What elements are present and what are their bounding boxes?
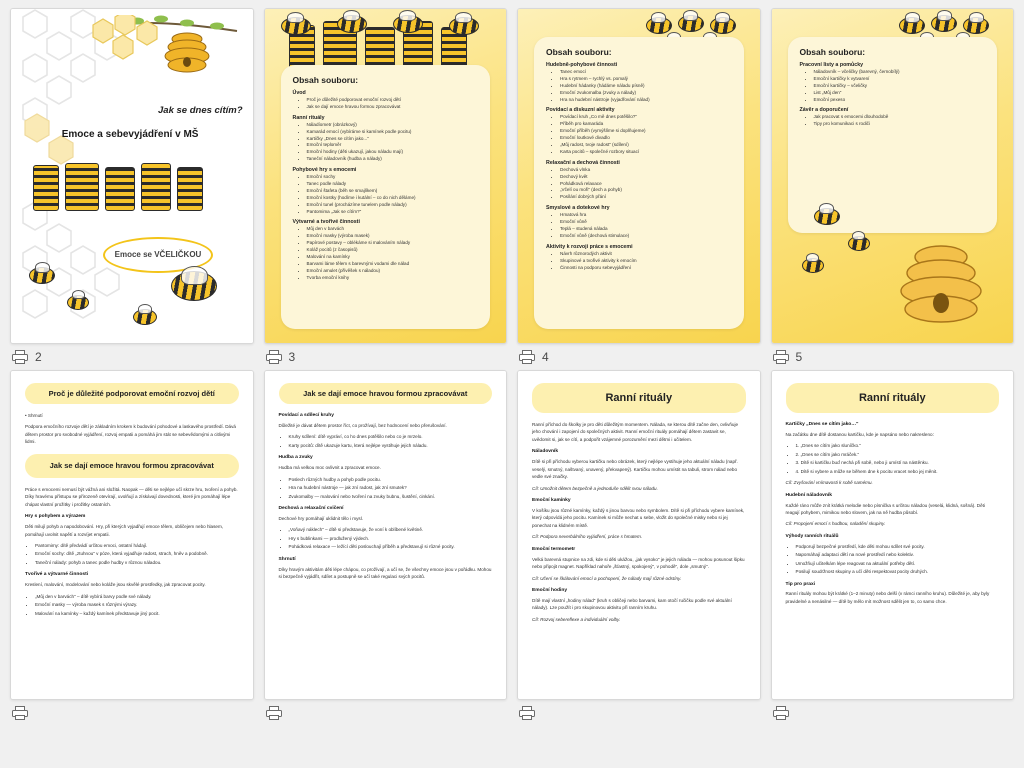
page-cell-9 <box>771 370 1015 722</box>
block-heading: Náladovník <box>532 449 559 455</box>
slide4-heading: Obsah souboru: <box>546 47 612 57</box>
list-item: • Barvami láme tělem s barevnými vodami dle nálad <box>307 261 479 268</box>
page7-blocks <box>279 412 493 580</box>
page8-text <box>532 421 746 623</box>
section-list <box>808 114 986 128</box>
list-item: • „Voňavý náklech" – dítě si představuje, že voní k oblíbené květině. <box>289 526 493 533</box>
list-item: • Emoční kostky (hodíme i kutální – co do nich děláme) <box>307 195 479 202</box>
page6-para: Práce s emocemi nemusí být vážná ani složitá. Naopak — děti se nejlépe učí skrze hru, tvoření a pohyb. Díky hravému přístupu se přirozeně otevírají, uvolňují a získávají dovednosti, které jim pomáhají lépe chápat vlastní prožitky i prožitky ostatních. <box>25 486 238 507</box>
bee-icon <box>281 17 311 35</box>
page7-title: Jak se dají emoce hravou formou zpracovávat <box>279 383 493 404</box>
page-number: 3 <box>288 350 296 364</box>
page6-intro: Podpora emočního rozvoje dětí je základním krokem k budování pohodové a laskavého prostředí. Dává dětem prostor pro svobodné vyjádření, rozvoj empatii a pomáhá jim stát se sebevědomými a citlivými lidmi. <box>25 424 236 445</box>
section-heading: Výtvarné a tvořivé činnosti <box>292 219 360 226</box>
section-list <box>554 114 732 155</box>
page-label-4 <box>517 344 761 366</box>
page-thumbnail-6[interactable] <box>10 370 254 700</box>
list-item: • Malování na kamínky <box>307 254 479 261</box>
list-item: • Hry s bublinkami — prodlužený výdech. <box>289 535 493 542</box>
cover-title: Emoce a sebevyjádření v MŠ <box>61 129 199 140</box>
list-item: • Hra na hudební nástroje — jak zní radost, jak zní smutek? <box>289 484 493 491</box>
section-heading: Ranní rituály <box>292 114 325 121</box>
page-thumbnail-9[interactable] <box>771 370 1015 700</box>
page8-body <box>518 371 760 699</box>
cover-emoce-word <box>29 159 229 219</box>
slide5-heading: Obsah souboru: <box>799 47 866 57</box>
bee-icon <box>67 295 89 310</box>
list-item: • Umožňují učitelkám lépe reagovat na aktuální potřeby dětí. <box>796 560 1000 567</box>
list-item: • Hmatová hra <box>560 212 732 219</box>
list-item: • Emoční štafeta (běh se smajlíkem) <box>307 188 479 195</box>
page6-body <box>11 371 253 699</box>
list-item: • Návrh různorodých aktivit <box>560 251 732 258</box>
list-item: • List „Můj den" <box>814 90 986 97</box>
section-heading: Úvod <box>292 90 306 96</box>
block-paragraph: Na začátku dne dítě dostanou kartičku, kde je napsáno nebo nakresleno: <box>785 431 934 437</box>
list-item: • Emoční zvukomalba (zvuky a nálady) <box>560 90 732 97</box>
slide3-heading: Obsah souboru: <box>292 75 359 85</box>
slide4-background <box>518 9 760 343</box>
slide5-sections <box>800 62 986 128</box>
block-paragraph: Důležité je dávat dětem prostor říct, co prožívají, bez hodnocení nebo přerušování. <box>278 422 447 428</box>
list-item: • Napomáhají adaptaci dětí na nové prostředí nebo kolektiv. <box>796 551 1000 558</box>
page-label-5 <box>771 344 1015 366</box>
slide3-content-card <box>281 65 491 329</box>
list-item: • Příběh pro kamaráda <box>560 121 732 128</box>
block-heading: Tvořivé a výtvarné činnosti <box>25 572 89 578</box>
list-item: • Emoční sochy <box>307 174 479 181</box>
bee-icon <box>848 236 870 251</box>
list-item: • Posilují soudržnost skupiny a učí děti respektovat pocity druhých. <box>796 568 1000 575</box>
list-item: • Emoční teploměr <box>307 142 479 149</box>
list-item: • Pantomimy: dítě předvádí určitou emoci, ostatní hádají. <box>35 542 239 549</box>
page-cell-4 <box>517 8 761 366</box>
list-item: • Pohádková relaxace — ležící děti poslouchají příběh a představují si různé pocity. <box>289 543 493 550</box>
bee-icon <box>802 258 824 273</box>
list-item: • Tipy pro komunikaci s rodiči <box>814 121 986 128</box>
printer-icon[interactable] <box>773 706 789 720</box>
section-list <box>301 97 479 111</box>
block-paragraph: Dechové hry pomáhají uklidnit tělo i mysl. <box>278 515 364 521</box>
printer-icon[interactable] <box>773 350 789 364</box>
page7-body <box>265 371 507 699</box>
list-item: • Emoční loutkové divadlo <box>560 135 732 142</box>
block-heading: Emoční hodiny <box>532 587 568 593</box>
bee-icon <box>29 267 55 284</box>
page-cell-2 <box>10 8 254 366</box>
block-paragraph: Kreslení, malování, modelování nebo koláže jsou skvělé prostředky, jak zpracovat pocity. <box>25 582 206 588</box>
block-heading: Hudební náladovník <box>785 492 832 498</box>
list-item: • Kamarád emocí (vybíráme si kamínek podle pocitu) <box>307 129 479 136</box>
page-thumbnail-8[interactable] <box>517 370 761 700</box>
block-paragraph: Dítě si při příchodu vyberou kartičku nebo obrázek, který nejlépe vystihuje jeho aktuální náladu (např. veselý, smutný, naštvaný, unavený, překvapený). Kartičku mohou umístit na tabuli, strom nálad nebo vedle své značky. <box>532 459 738 480</box>
printer-icon[interactable] <box>266 706 282 720</box>
block-heading: Emoční termometr <box>532 546 576 552</box>
list-item: • Karta pocitů – společné rozbory situací <box>560 149 732 156</box>
printer-icon[interactable] <box>12 350 28 364</box>
list-item: • Povídací kruh „Co mě dnes potěšilo?" <box>560 114 732 121</box>
printer-icon[interactable] <box>266 350 282 364</box>
cover-slide <box>11 9 253 343</box>
section-heading: Pohybové hry s emocemi <box>292 167 357 174</box>
list-item: • Emoční sochy: dítě „ztuhnou" v póze, která vyjadřuje radost, strach, hněv a podobně. <box>35 550 239 557</box>
list-item: • Posílání dobrých přání <box>560 194 732 201</box>
list-item: • Taneční náladovník (hudba a nálady) <box>307 156 479 163</box>
page-number: 5 <box>795 350 803 364</box>
list-item: • Papírové postavy – oblékáme si malováním nálady <box>307 240 479 247</box>
page-cell-3 <box>264 8 508 366</box>
section-list <box>808 69 986 103</box>
list-item: • Hra s rytmem – rychlý vs. pomalý <box>560 76 732 83</box>
page-thumbnail-3[interactable] <box>264 8 508 344</box>
page6-subtitle: Jak se dají emoce hravou formou zpracovávat <box>25 454 239 478</box>
page9-title: Ranní rituály <box>786 383 1000 413</box>
block-list <box>279 433 493 449</box>
list-item: • Koláž pocitů (z časopisů) <box>307 247 479 254</box>
bee-icon <box>171 271 217 301</box>
list-item: • Zvukomalby — malování nebo tvoření na zvuky bubnu, šustění, cinkání. <box>289 493 493 500</box>
block-paragraph: Díky hravým aktivitám děti lépe chápou, co prožívají, a učí se, že všechny emoce jsou v pořádku. Mohou si bezpečně vyjádřit, sdílet a postupně se učí také regulaci svých pocitů. <box>278 566 492 579</box>
block-paragraph: Dítě mají vlastní „hodiny nálad" (kruh s obličeji nebo barvami, kam otočí ručičku podle své aktuální nálady). Lze použít i pro skupinovou aktivitu při ranním kruhu. <box>532 597 732 611</box>
page-thumbnail-2[interactable] <box>10 8 254 344</box>
page-label-8 <box>517 700 761 722</box>
list-item: • 2. „Dnes se cítím jako mráček." <box>796 451 1000 458</box>
block-goal: Cíl: Podpora neverbálního vyjádření, práce s hmatem. <box>532 534 643 540</box>
list-item: • Poslech různých hudby a pohyb podle pocitu. <box>289 476 493 483</box>
list-item: • Jak pracovat s emocemi dlouhodobě <box>814 114 986 121</box>
list-item: • 3. Dítě si kartičku buď nechá při sobě, nebo ji umístí na nástěnku. <box>796 459 1000 466</box>
list-item: • Pantomima „Jak se cítím?" <box>307 209 479 216</box>
page7-text <box>279 412 493 580</box>
list-item: • Tanec podle nálady <box>307 181 479 188</box>
page-cell-7 <box>264 370 508 722</box>
list-item: • Skupinové a tvořivé aktivity k emocím <box>560 258 732 265</box>
bee-icon <box>449 17 479 35</box>
list-item: • Emoční vůně (dechová stimulace) <box>560 233 732 240</box>
list-item: • Emoční masky — výroba masek s různými výrazy. <box>35 601 239 608</box>
block-paragraph: Děti milují pohyb a napodobování. Hry, při kterých vyjadřují emoce tělem, obličejem nebo hlasem, pomáhají uvolnit napětí a rozvíjet empatii. <box>25 524 224 537</box>
list-item: • Podporují bezpečné prostředí, kde děti mohou sdílet své pocity. <box>796 543 1000 550</box>
section-list <box>554 69 732 103</box>
block-list <box>25 593 239 617</box>
bee-icon <box>393 15 423 33</box>
page6-blocks <box>25 513 239 617</box>
page-cell-8 <box>517 370 761 722</box>
block-heading: Výhody ranních rituálů <box>785 533 839 539</box>
section-heading: Hudebně-pohybové činnosti <box>546 62 618 68</box>
list-item: • Emoční příběh (vymýšlíme si doplňujeme) <box>560 128 732 135</box>
block-heading: Emoční kamínky <box>532 498 571 503</box>
block-list <box>25 542 239 566</box>
block-list <box>786 442 1000 475</box>
block-heading: Hudba a zvuky <box>278 455 313 461</box>
page8-blocks <box>532 448 746 623</box>
list-item: • Kartičky „Dnes se cítím jako..." <box>307 136 479 143</box>
list-item: • Můj den v barvách <box>307 226 479 233</box>
page-cell-5 <box>771 8 1015 366</box>
list-item: • Taneční nálady: pohyb a tanec podle hudby v různou náladou. <box>35 559 239 566</box>
list-item: • Emoční masky (výroba masek) <box>307 233 479 240</box>
list-item: • Hra na hudební nástroje (vyjadřování nálad) <box>560 97 732 104</box>
block-list <box>279 476 493 500</box>
slide5-background <box>772 9 1014 343</box>
block-paragraph: Každé ráno může znít krátká melodie nebo písnička s určitou náladou (veselá, klidná, sošná). Děti reagují pohybem, mimikou nebo slovem, jak na ně hudba působí. <box>785 502 985 515</box>
section-list <box>554 167 732 201</box>
slide3-background <box>265 9 507 343</box>
block-list <box>786 543 1000 576</box>
hex-cluster-icon <box>83 15 193 85</box>
page6-text <box>25 412 239 617</box>
block-paragraph: V košíku jsou různé kamínky, každý s jinou barvou nebo symbolem. Dítě si při příchodu vybere kamínek, který odpovídá jeho pocitu. Kamínek si může nechat u sebe, vložit do společné misky nebo si jej ponechat na klidném místě. <box>532 507 745 528</box>
block-paragraph: Velká barevná stupnice na zdi, kde si děti ukážou, „jak vysoko" je jejich nálada — mohou posunout šipku nebo připojit magnet. Například nahoře „šťastný, spokojený", v pohodě", dole „smutný". <box>532 556 745 570</box>
block-goal: Cíl: Zvyšování vnímavosti k sobě samému. <box>785 480 873 486</box>
page9-text <box>786 421 1000 605</box>
list-item: • Náladíometr (obrázkový) <box>307 122 479 129</box>
bee-icon <box>133 309 157 325</box>
page-number: 4 <box>542 350 549 364</box>
list-item: • Náladovník – včeličky (barevný, černobílý) <box>814 69 986 76</box>
page6-shrnuti-label: • Shrnutí <box>25 413 43 418</box>
block-paragraph: Hudba má velkou moc ovlivnit a zpracovat emoce. <box>278 465 381 471</box>
page-label-9 <box>771 700 1015 722</box>
section-heading: Závěr a doporučení <box>799 107 849 114</box>
block-heading: Dechová a relaxační cvičení <box>278 505 344 511</box>
list-item: • 4. Dítě si vybere a může se během dne k pocitu vracet nebo jej měnit. <box>796 468 1000 475</box>
block-heading: Shrnutí <box>278 556 296 562</box>
list-item: • „Včelí ou moři" (dech a pohyb) <box>560 187 732 194</box>
list-item: • Karty pocitů: dítě ukazuje kartu, která nejlépe vystihuje jejich náladu. <box>289 442 493 449</box>
list-item: • Emoční vůně <box>560 219 732 226</box>
list-item: • Malování na kamínky – každý kamínek představuje jiný pocit. <box>35 610 239 617</box>
slide3-sections <box>293 90 479 282</box>
beehive-icon <box>879 237 999 333</box>
list-item: • 1. „Dnes se cítím jako sluníčko." <box>796 442 1000 449</box>
page-cell-6 <box>10 370 254 722</box>
block-paragraph: Ranní rituály mohou být krátké (1–2 minuty) nebo delší (v rámci ranního kruhu). Důležité je, aby byly pravidelné a nenásilné — dítě by mělo mít možnost sdělit jen to, co samo chce. <box>785 591 990 604</box>
page-label-6 <box>10 700 254 722</box>
list-item: • „Můj radost, tvoje radost" (sdílení) <box>560 142 732 149</box>
page-label-2 <box>10 344 254 366</box>
cover-bubble-text: Emoce se VČELIČKOU <box>114 250 202 260</box>
list-item: • „Můj den v barvách" – dítě vybírá barvy podle své nálady. <box>35 593 239 600</box>
section-heading: Povídací a diskuzní aktivity <box>546 107 615 114</box>
page-number: 2 <box>35 350 42 364</box>
list-item: • Tanec emocí <box>560 69 732 76</box>
section-heading: Pracovní listy a pomůcky <box>799 62 864 68</box>
printer-icon[interactable] <box>519 706 535 720</box>
page-label-7 <box>264 700 508 722</box>
block-heading: Hry s pohybem a výrazem <box>25 514 86 520</box>
section-heading: Smyslové a dotekové hry <box>546 205 610 212</box>
list-item: • Emoční hodiny (děti ukazují, jakou náladu mají) <box>307 149 479 156</box>
page-label-3 <box>264 344 508 366</box>
section-list <box>554 251 732 272</box>
block-heading: Tip pro praxi <box>785 581 816 587</box>
list-item: • Proč je důležité podporovat emoční rozvoj dětí <box>307 97 479 104</box>
page9-body <box>772 371 1014 699</box>
block-goal: Cíl: Rozvoj sebereflexe a individuální volby. <box>532 616 621 622</box>
page-thumbnail-7[interactable] <box>264 370 508 700</box>
list-item: • Tvorba emoční knihy <box>307 275 479 282</box>
page8-intro: Ranní příchod do školky je pro děti důležitým momentem. Nálada, se kterou dítě začne den, ovlivňuje jeho chování i zapojení do společných aktivit. Ranní emoční rituály pomáhají dětem zastavit se, uvědomit si, jak se cítí, a podpořit vzájemné porozumění mezi dětmi i učitelem. <box>532 422 739 442</box>
list-item: • Hudební hádanky (hádáme náladu písně) <box>560 83 732 90</box>
list-item: • Dechová vlnka <box>560 167 732 174</box>
list-item: • Jak se dají emoce hravou formou zpracovávat <box>307 104 479 111</box>
printer-icon[interactable] <box>12 706 28 720</box>
section-heading: Aktivity k rozvoji práce s emocemi <box>546 243 633 250</box>
page9-blocks <box>786 421 1000 605</box>
printer-icon[interactable] <box>519 350 535 364</box>
block-goal: Cíl: Umožnit dětem bezpečně a jednoduše sdělit svou náladu. <box>532 485 658 491</box>
list-item: • Dechový květ <box>560 174 732 181</box>
list-item: • Emoční tunel (procházíme tunelem podle nálady) <box>307 202 479 209</box>
block-heading: Kartičky „Dnes se cítím jako…" <box>785 422 859 427</box>
section-list <box>554 212 732 240</box>
slide5-content-card <box>788 37 998 233</box>
block-heading: Povídací a sdílecí kruhy <box>278 413 334 418</box>
list-item: • Emoční amulet (přívěšek s náladou) <box>307 268 479 275</box>
slide4-content-card <box>534 37 744 329</box>
list-item: • Teplá – studená nálada <box>560 226 732 233</box>
list-item: • Pohádková relaxace <box>560 181 732 188</box>
page-thumbnail-4[interactable] <box>517 8 761 344</box>
cover-tagline: Jak se dnes cítím? <box>158 105 243 116</box>
page8-title: Ranní rituály <box>532 383 746 413</box>
block-goal: Cíl: Propojení emocí s hudbou, naladění skupiny. <box>785 521 886 527</box>
page-thumbnail-5[interactable] <box>771 8 1015 344</box>
block-goal: Cíl: Učení se škálování emocí a pochopení, že nálady mají různé odstíny. <box>532 575 682 581</box>
page6-title: Proč je důležité podporovat emoční rozvoj dětí <box>25 383 239 404</box>
section-heading: Relaxační a dechová činnosti <box>546 159 620 166</box>
slide4-sections <box>546 62 732 271</box>
bee-icon <box>337 15 367 33</box>
list-item: • Emoční kartičky – včeličky <box>814 83 986 90</box>
list-item: • Činnosti na podporu sebevyjádření <box>560 265 732 272</box>
list-item: • Emoční pexeso <box>814 97 986 104</box>
list-item: • Kruhy sdílení: dítě vypráví, co ho dnes potěšilo nebo co je mrzelo. <box>289 433 493 440</box>
section-list <box>301 226 479 281</box>
section-list <box>301 174 479 215</box>
block-list <box>279 526 493 550</box>
section-list <box>301 122 479 163</box>
bee-icon <box>814 208 840 225</box>
list-item: • Emoční kartičky k vytvarení <box>814 76 986 83</box>
